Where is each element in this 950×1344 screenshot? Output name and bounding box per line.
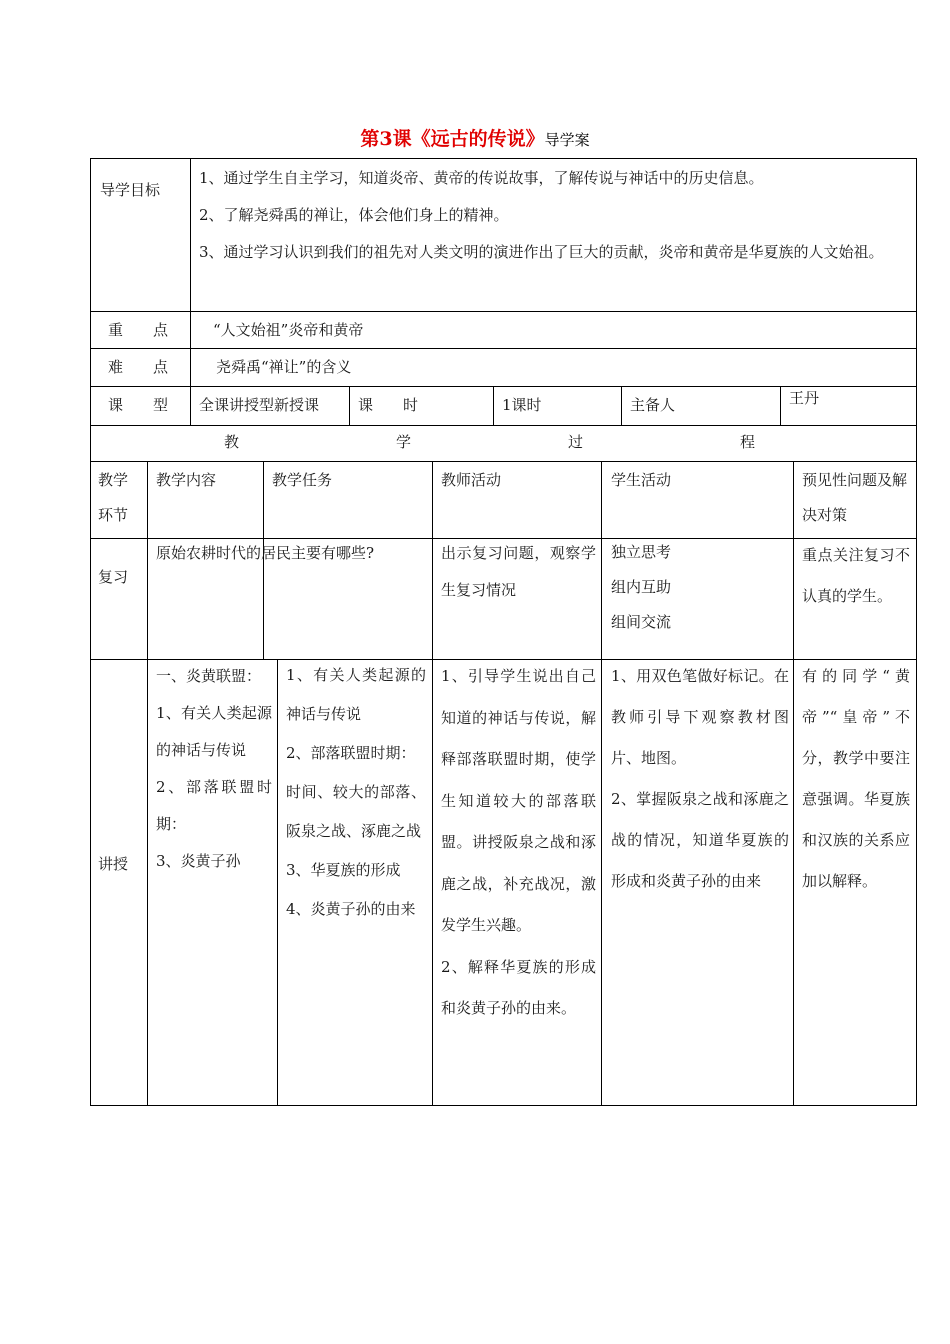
review-teacher: 出示复习问题，观察学生复习情况 xyxy=(441,544,596,599)
preparer-label: 主备人 xyxy=(630,396,676,414)
review-stage: 复习 xyxy=(98,568,129,586)
objectives-label: 导学目标 xyxy=(100,181,161,199)
lecture-strategy: 有的同学“黄帝”“皇帝”不分，教学中要注意强调。华夏族和汉族的关系应加以解释。 xyxy=(802,667,910,890)
page-title xyxy=(0,124,950,151)
teacher-item: 1、引导学生说出自己知道的神话与传说，解释部落联盟时期，使学生知道较大的部落联盟。讲授阪泉之战和涿鹿之战，补充战况，激发学生兴趣。 xyxy=(441,667,596,934)
column-header: 预见性问题及解决对策 xyxy=(802,471,908,524)
task-item: 1、有关人类起源的神话与传说 xyxy=(286,666,426,723)
content-item: 一、炎黄联盟： xyxy=(156,667,262,685)
student-activity: 独立思考 xyxy=(611,543,672,561)
title-main: 第3课《远古的传说》 xyxy=(360,128,545,150)
content-item: 2、部落联盟时期： xyxy=(156,778,272,833)
column-header: 教师活动 xyxy=(441,471,502,489)
column-header: 教学内容 xyxy=(156,471,217,489)
review-strategy: 重点关注复习不认真的学生。 xyxy=(802,546,910,605)
student-item: 1、用双色笔做好标记。在教师引导下观察教材图片、地图。 xyxy=(611,667,789,767)
process-header: 教 学 过 程 xyxy=(223,433,783,451)
content-item: 1、有关人类起源的神话与传说 xyxy=(156,704,272,759)
objective-item: 2、了解尧舜禹的禅让，体会他们身上的精神。 xyxy=(199,206,509,224)
lecture-student xyxy=(611,656,789,902)
content-item: 3、炎黄子孙 xyxy=(156,852,241,870)
lesson-type-value: 全课讲授型新授课 xyxy=(199,396,320,414)
column-header: 教学任务 xyxy=(272,471,333,489)
student-activity: 组内互助 xyxy=(611,578,672,596)
lesson-hours-label: 课 时 xyxy=(358,396,419,414)
lecture-task xyxy=(286,656,426,929)
objective-item: 1、通过学生自主学习，知道炎帝、黄帝的传说故事，了解传说与神话中的历史信息。 xyxy=(199,169,764,187)
lecture-stage: 讲授 xyxy=(98,855,129,873)
lesson-type-label: 课 型 xyxy=(108,396,169,414)
student-item: 2、掌握阪泉之战和涿鹿之战的情况，知道华夏族的形成和炎黄子孙的由来 xyxy=(611,790,789,890)
objective-item: 3、通过学习认识到我们的祖先对人类文明的演进作出了巨大的贡献，炎帝和黄帝是华夏族的人文始祖。 xyxy=(199,243,884,261)
task-item: 2、部落联盟时期： xyxy=(286,744,416,762)
key-point-value: “人文始祖”炎帝和黄帝 xyxy=(213,321,364,339)
student-activity: 组间交流 xyxy=(611,613,672,631)
preparer-value: 王丹 xyxy=(789,389,820,407)
task-item: 3、华夏族的形成 xyxy=(286,861,401,879)
objectives-list xyxy=(199,160,911,271)
review-content: 原始农耕时代的居民主要有哪些? xyxy=(156,544,375,562)
lecture-teacher xyxy=(441,656,596,1030)
teacher-item: 2、解释华夏族的形成和炎黄子孙的由来。 xyxy=(441,957,596,1017)
difficulty-value: 尧舜禹“禅让”的含义 xyxy=(216,358,352,376)
difficulty-label: 难 点 xyxy=(108,358,169,376)
key-point-label: 重 点 xyxy=(108,321,169,339)
task-item: 时间、较大的部落、阪泉之战、涿鹿之战 xyxy=(286,783,426,840)
review-student xyxy=(611,535,671,640)
task-item: 4、炎黄子孙的由来 xyxy=(286,900,416,918)
lesson-hours-value: 1课时 xyxy=(502,396,542,414)
column-header: 学生活动 xyxy=(611,471,672,489)
column-header: 教学环节 xyxy=(98,471,129,524)
title-suffix: 导学案 xyxy=(544,131,590,149)
lecture-content xyxy=(156,658,272,880)
